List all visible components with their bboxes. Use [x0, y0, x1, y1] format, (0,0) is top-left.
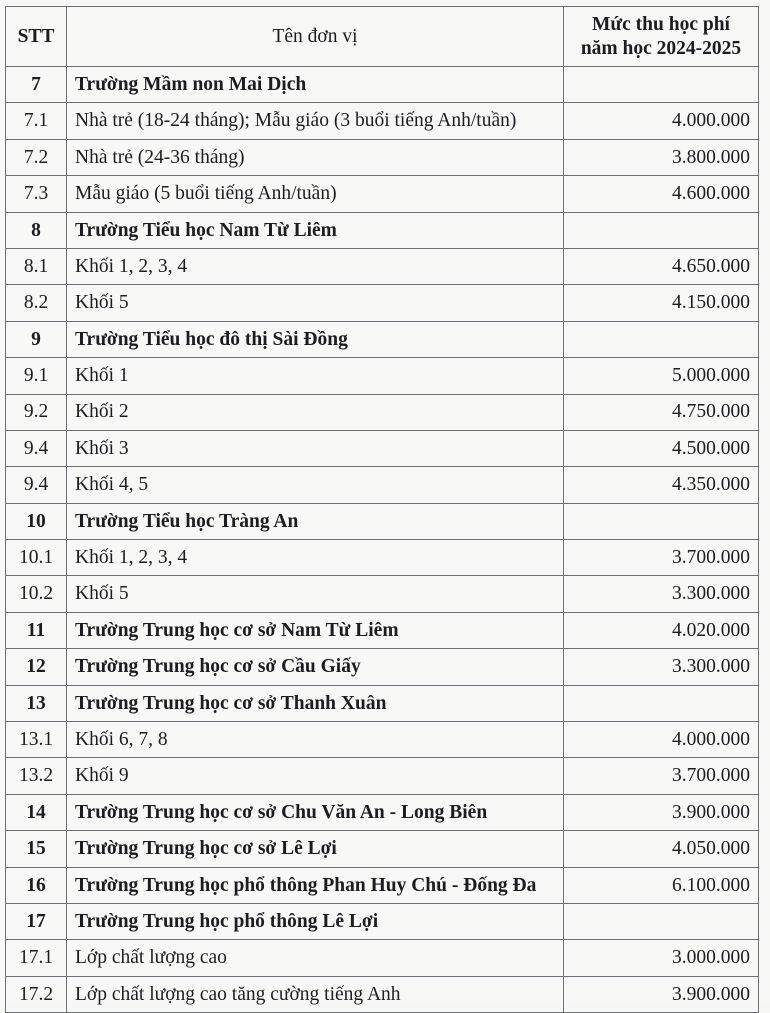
cell-unit-name: Trường Trung học cơ sở Nam Từ Liêm: [67, 612, 564, 648]
cell-fee: 4.000.000: [564, 722, 759, 758]
table-row-subitem: [6, 976, 759, 1012]
table-row-subitem: [6, 139, 759, 175]
cell-fee: 4.350.000: [564, 467, 759, 503]
table-row-subitem: [6, 430, 759, 466]
cell-stt: 8: [6, 212, 67, 248]
cell-unit-name: Nhà trẻ (18-24 tháng); Mẫu giáo (3 buổi tiếng Anh/tuần): [67, 103, 564, 139]
table-row-subitem: [6, 758, 759, 794]
table-row-school: [6, 649, 759, 685]
cell-stt: 13.1: [6, 722, 67, 758]
cell-unit-name: Khối 9: [67, 758, 564, 794]
cell-fee: 4.600.000: [564, 176, 759, 212]
cell-fee: [564, 321, 759, 357]
cell-fee: [564, 67, 759, 103]
cell-stt: 7.2: [6, 139, 67, 175]
table-header: [6, 7, 759, 67]
cell-fee: 4.050.000: [564, 831, 759, 867]
cell-fee: 4.000.000: [564, 103, 759, 139]
table-row-school: [6, 831, 759, 867]
table-row-subitem: [6, 176, 759, 212]
table-row-school: [6, 503, 759, 539]
cell-stt: 12: [6, 649, 67, 685]
table-row-subitem: [6, 467, 759, 503]
cell-fee: 3.300.000: [564, 649, 759, 685]
cell-unit-name: Trường Trung học cơ sở Chu Văn An - Long Biên: [67, 794, 564, 830]
cell-stt: 9.4: [6, 467, 67, 503]
cell-unit-name: Trường Trung học phổ thông Phan Huy Chú - Đống Đa: [67, 867, 564, 903]
table-row-subitem: [6, 358, 759, 394]
header-row: [6, 7, 759, 67]
cell-fee: 3.900.000: [564, 976, 759, 1012]
cell-unit-name: Trường Trung học cơ sở Thanh Xuân: [67, 685, 564, 721]
cell-fee: 3.000.000: [564, 940, 759, 976]
cell-unit-name: Mẫu giáo (5 buổi tiếng Anh/tuần): [67, 176, 564, 212]
cell-unit-name: Lớp chất lượng cao tăng cường tiếng Anh: [67, 976, 564, 1012]
cell-unit-name: Khối 1, 2, 3, 4: [67, 248, 564, 284]
table-row-school: [6, 867, 759, 903]
cell-stt: 11: [6, 612, 67, 648]
table-row-school: [6, 685, 759, 721]
cell-unit-name: Trường Tiểu học đô thị Sài Đồng: [67, 321, 564, 357]
header-fee-line1: Mức thu học phí: [592, 14, 730, 36]
cell-fee: 3.900.000: [564, 794, 759, 830]
cell-stt: 17: [6, 903, 67, 939]
header-fee-line2: năm học 2024-2025: [580, 37, 742, 59]
cell-unit-name: Trường Trung học cơ sở Cầu Giấy: [67, 649, 564, 685]
cell-stt: 7.1: [6, 103, 67, 139]
cell-stt: 9: [6, 321, 67, 357]
table-row-school: [6, 612, 759, 648]
header-fee: [564, 7, 759, 67]
table-row-school: [6, 212, 759, 248]
cell-fee: [564, 503, 759, 539]
table-row-school: [6, 321, 759, 357]
table-row-school: [6, 67, 759, 103]
cell-stt: 7.3: [6, 176, 67, 212]
cell-stt: 10: [6, 503, 67, 539]
cell-stt: 9.2: [6, 394, 67, 430]
cell-stt: 8.1: [6, 248, 67, 284]
cell-stt: 17.1: [6, 940, 67, 976]
cell-stt: 8.2: [6, 285, 67, 321]
table-row-subitem: [6, 940, 759, 976]
cell-stt: 9.1: [6, 358, 67, 394]
table-row-subitem: [6, 248, 759, 284]
cell-unit-name: Khối 5: [67, 576, 564, 612]
table-row-subitem: [6, 722, 759, 758]
cell-unit-name: Lớp chất lượng cao: [67, 940, 564, 976]
table-row-subitem: [6, 103, 759, 139]
cell-unit-name: Khối 3: [67, 430, 564, 466]
cell-fee: 3.800.000: [564, 139, 759, 175]
cell-unit-name: Nhà trẻ (24-36 tháng): [67, 139, 564, 175]
cell-unit-name: Khối 4, 5: [67, 467, 564, 503]
cell-unit-name: Khối 1, 2, 3, 4: [67, 540, 564, 576]
table-row-school: [6, 903, 759, 939]
cell-stt: 9.4: [6, 430, 67, 466]
cell-unit-name: Trường Mầm non Mai Dịch: [67, 67, 564, 103]
cell-fee: [564, 212, 759, 248]
cell-stt: 13: [6, 685, 67, 721]
cell-stt: 7: [6, 67, 67, 103]
cell-stt: 13.2: [6, 758, 67, 794]
cell-unit-name: Khối 6, 7, 8: [67, 722, 564, 758]
cell-fee: 3.700.000: [564, 540, 759, 576]
cell-stt: 16: [6, 867, 67, 903]
cell-stt: 10.1: [6, 540, 67, 576]
cell-fee: 4.500.000: [564, 430, 759, 466]
cell-stt: 10.2: [6, 576, 67, 612]
table-row-subitem: [6, 394, 759, 430]
header-stt: STT: [6, 7, 67, 67]
cell-fee: 6.100.000: [564, 867, 759, 903]
cell-fee: 4.150.000: [564, 285, 759, 321]
table-row-subitem: [6, 285, 759, 321]
cell-fee: 3.700.000: [564, 758, 759, 794]
cell-fee: [564, 903, 759, 939]
cell-unit-name: Khối 5: [67, 285, 564, 321]
cell-unit-name: Trường Tiểu học Nam Từ Liêm: [67, 212, 564, 248]
table-body: [6, 67, 759, 1013]
cell-fee: [564, 685, 759, 721]
cell-fee: 4.020.000: [564, 612, 759, 648]
cell-unit-name: Trường Tiểu học Tràng An: [67, 503, 564, 539]
cell-unit-name: Trường Trung học cơ sở Lê Lợi: [67, 831, 564, 867]
table-row-school: [6, 794, 759, 830]
header-unit-name: Tên đơn vị: [67, 7, 564, 67]
cell-fee: 3.300.000: [564, 576, 759, 612]
cell-fee: 4.750.000: [564, 394, 759, 430]
cell-stt: 17.2: [6, 976, 67, 1012]
cell-unit-name: Trường Trung học phổ thông Lê Lợi: [67, 903, 564, 939]
cell-unit-name: Khối 2: [67, 394, 564, 430]
cell-fee: 5.000.000: [564, 358, 759, 394]
cell-stt: 15: [6, 831, 67, 867]
cell-unit-name: Khối 1: [67, 358, 564, 394]
cell-fee: 4.650.000: [564, 248, 759, 284]
table-row-subitem: [6, 576, 759, 612]
cell-stt: 14: [6, 794, 67, 830]
tuition-fee-table: [5, 6, 759, 1013]
table-row-subitem: [6, 540, 759, 576]
